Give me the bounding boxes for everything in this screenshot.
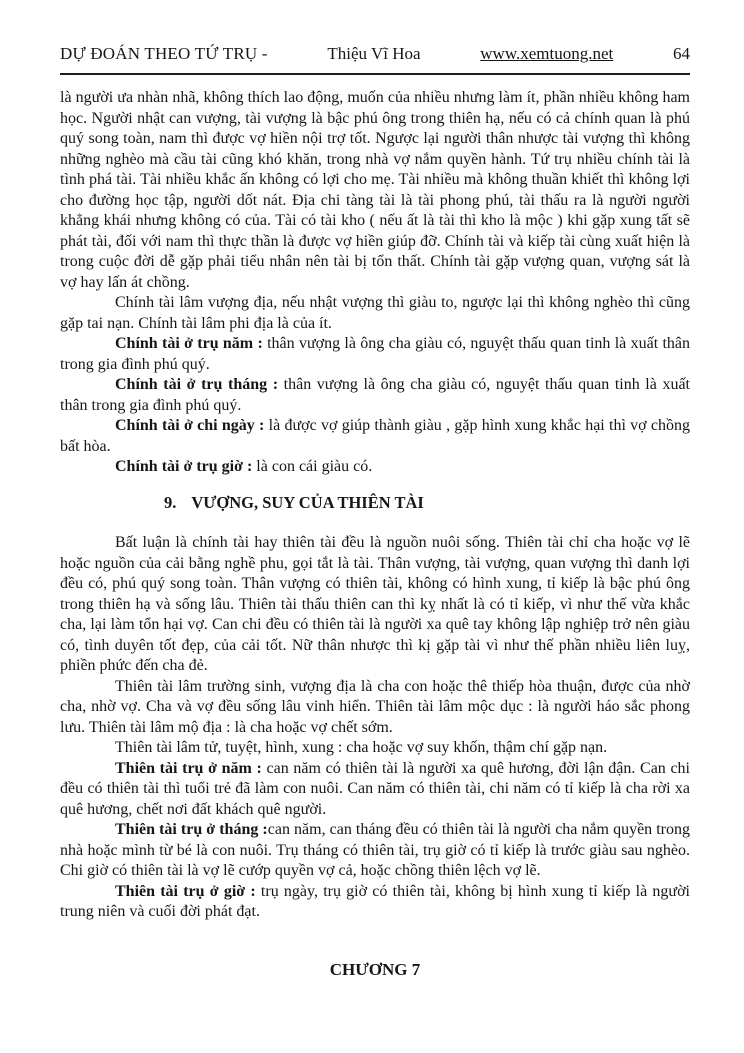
section-title: VƯỢNG, SUY CỦA THIÊN TÀI xyxy=(191,492,424,512)
run-in-heading: Chính tài ở chi ngày : xyxy=(115,417,265,434)
run-in-heading: Thiên tài trụ ở giờ : xyxy=(115,882,256,900)
section-number: 9. xyxy=(164,492,177,512)
run-in-heading: Chính tài ở trụ năm : xyxy=(115,335,263,352)
paragraph xyxy=(60,334,690,375)
section-heading xyxy=(164,493,690,514)
run-in-heading: Thiên tài trụ ở tháng : xyxy=(115,821,268,838)
paragraph: Thiên tài lâm trường sinh, vượng địa là cha con hoặc thê thiếp hòa thuận, được của nhờ cha, nhờ vợ. Cha và vợ đều sống lâu vinh hiển. Thiên tài lâm mộc dục : là người háo sắc phong lưu. Thiên tài lâm mộ địa : là cha hoặc vợ chết sớm. xyxy=(60,677,690,736)
paragraph: là người ưa nhàn nhã, không thích lao động, muốn của nhiều nhưng làm ít, phần nhiều không ham học. Người nhật can vượng, tài vượng là bậc phú ông trong thiên hạ, nếu có cả chính quan là phú quý song toàn, nam thì được vợ hiền nội trợ tốt. Ngược lại người thân nhược tài vượng thì không những nghèo mà cầu tài cũng khó khăn, trong nhà vợ nắm quyền hành. Tứ trụ nhiều chính tài là tình phá tài. Tài nhiều khắc ấn không có lợi cho mẹ. Tài nhiều mà không thuần khiết thì không lợi cho đường học tập, người dốt nát. Địa chi tàng tài là tài phong phú, tài thấu ra là người người khẳng khái nhưng không có của. Tài có tài kho ( nếu ất là tài thì kho là mộc ) khi gặp xung tất sẽ phát tài, đối với nam thì thực thần là được vợ hiền giúp đỡ. Chính tài và kiếp tài cùng xuất hiện là trong cuộc đời dễ gặp phải tiểu nhân nên tài bị tổn thất. Chính tài gặp vượng quan, vượng sát là vợ hay lấn át chồng. xyxy=(60,89,690,291)
paragraph xyxy=(60,759,690,821)
paragraph-text: là con cái giàu có. xyxy=(252,458,373,475)
paragraph: Chính tài lâm vượng địa, nếu nhật vượng thì giàu to, ngược lại thì không nghèo thì cũng gặp tai nạn. Chính tài lâm phi địa là của ít. xyxy=(60,294,690,332)
paragraph xyxy=(60,882,690,923)
paragraph-text: can năm, can tháng đều có thiên tài là người cha nắm quyền trong nhà hoặc mình từ bé là con nuôi. Trụ tháng có thiên tài, trụ giờ có tỉ kiếp là trước giàu sau nghèo. Chi giờ có thiên tài là vợ lẽ cướp quyền vợ cả, hoặc chồng thiên lệch vợ lẽ. xyxy=(60,821,690,879)
header-divider xyxy=(60,73,690,75)
run-in-heading: Chính tài ở trụ tháng : xyxy=(115,376,279,393)
header-book-title: DỰ ĐOÁN THEO TỨ TRỤ - xyxy=(60,44,268,63)
paragraph-text: can năm có thiên tài là người xa quê hương, đời lận đận. Can chi đều có thiên tài thì tuổi trẻ đã làm con nuôi. Can năm có thiên tài, chi năm có tỉ kiếp là cha rời xa quê hương, chết nơi đất khách quê người. xyxy=(60,759,691,818)
header-author: Thiệu Vĩ Hoa xyxy=(327,44,421,63)
paragraph-text: trụ ngày, trụ giờ có thiên tài, không bị hình xung tỉ kiếp là người trung niên và cuối đời phát đạt. xyxy=(60,882,691,920)
paragraph-text: thân vượng là ông cha giàu có, nguyệt thấu quan tinh là xuất thân trong gia đình phú quý. xyxy=(60,335,690,373)
chapter-heading: CHƯƠNG 7 xyxy=(329,959,421,979)
header-website-link[interactable]: www.xemtuong.net xyxy=(480,44,614,63)
header-page-number: 64 xyxy=(673,44,690,63)
paragraph xyxy=(60,457,690,478)
paragraph-text: thân vượng là ông cha giàu có, nguyệt thấu quan tinh là xuất thân trong gia đình phú quý. xyxy=(60,376,690,414)
run-in-heading: Thiên tài trụ ở năm : xyxy=(115,759,262,777)
page-header xyxy=(60,44,690,64)
body-text xyxy=(60,88,690,980)
paragraph: Bất luận là chính tài hay thiên tài đều là nguồn nuôi sống. Thiên tài chỉ cha hoặc vợ lẽ hoặc nguồn của cải bằng nghề phu, gọi tắt là tài. Thân vượng, tài vượng, quan vượng thì danh lợi đều có, phú quý song toàn. Thân vượng có thiên tài, không có hình xung, tỉ kiếp là bậc phú ông trong thiên hạ và sống lâu. Thiên tài thấu thiên can thì kỵ nhất là có tỉ kiếp, vì như thế vừa khắc cha, lại làm tổn hại vợ. Can chi đều có thiên tài là người xa quê tay không lập nghiệp trở nên giàu có, tình duyên tốt đẹp, của cải tốt. Nữ thân nhược thì kị gặp tài vì như thế phần nhiều liên luỵ, phiền phức đến cha đẻ. xyxy=(60,534,690,674)
run-in-heading: Chính tài ở trụ giờ : xyxy=(115,458,253,475)
paragraph: Thiên tài lâm tử, tuyệt, hình, xung : cha hoặc vợ suy khốn, thậm chí gặp nạn. xyxy=(115,739,608,756)
paragraph-text: là được vợ giúp thành giàu , gặp hình xung khắc hại thì vợ chồng bất hòa. xyxy=(60,417,691,455)
paragraph xyxy=(60,416,690,457)
paragraph xyxy=(60,820,690,882)
paragraph xyxy=(60,375,690,416)
